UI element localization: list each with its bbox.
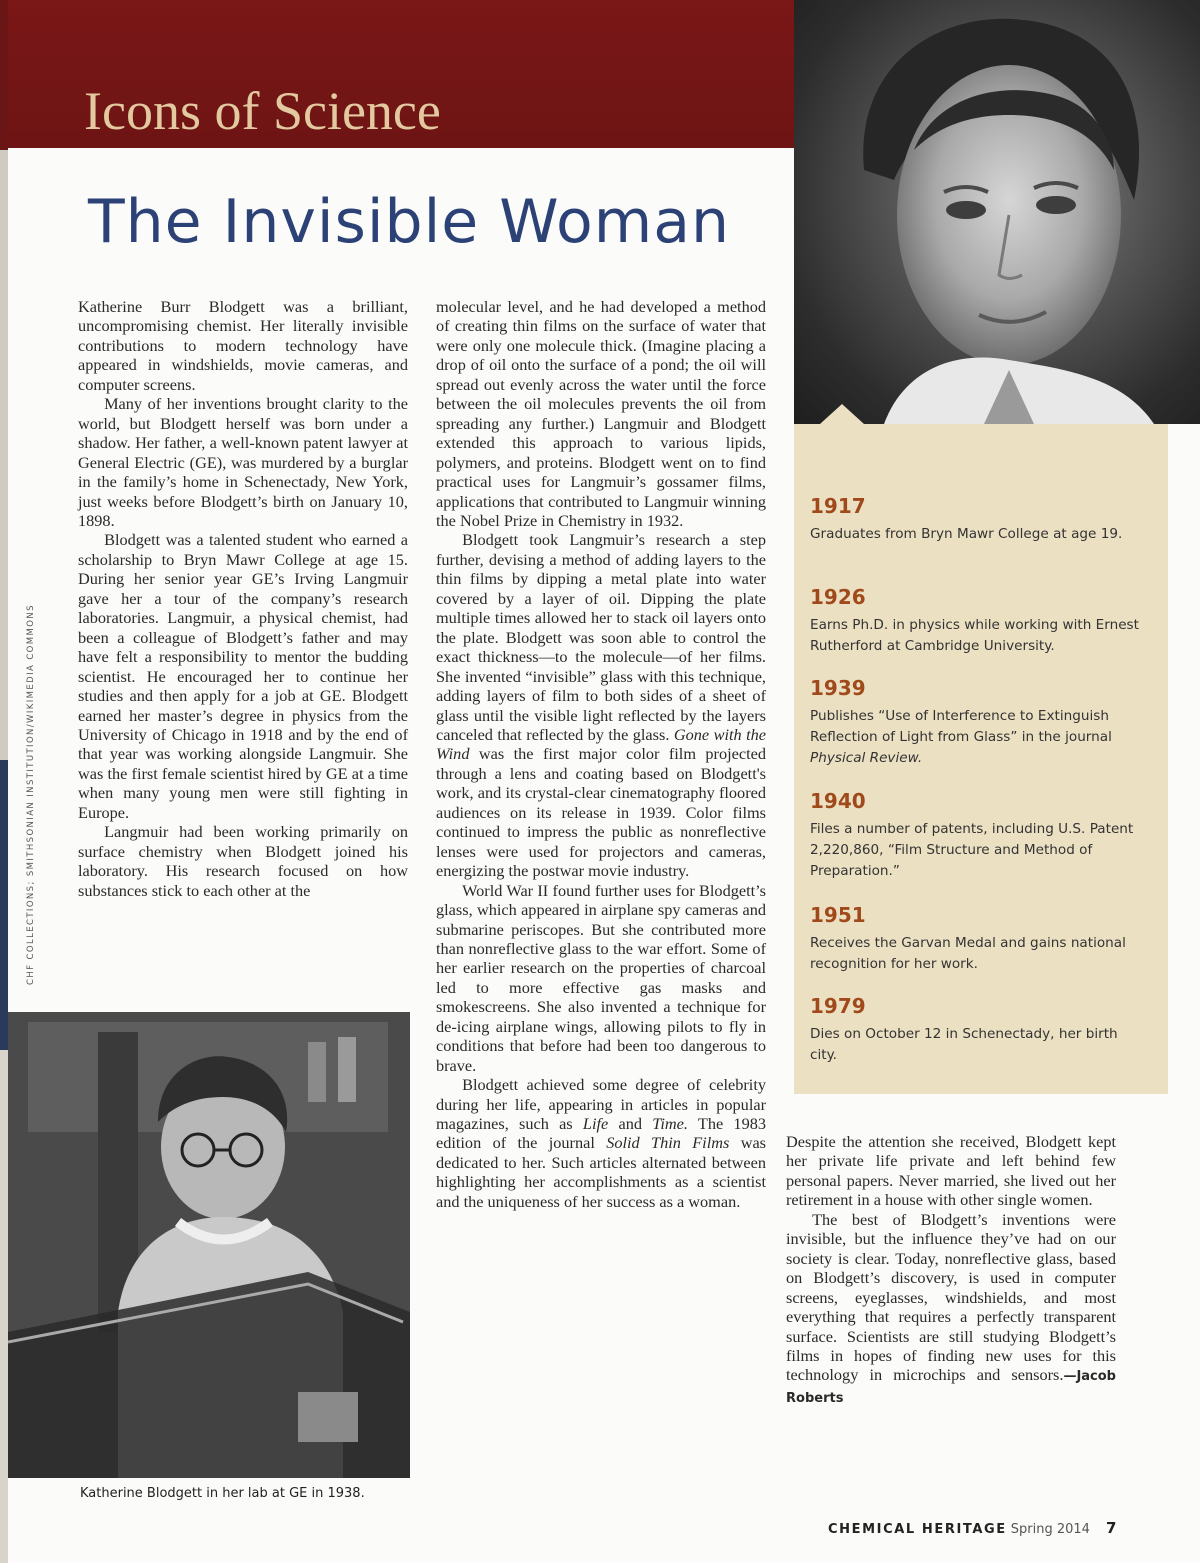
lab-photo xyxy=(8,1012,410,1478)
page-number: 7 xyxy=(1105,1519,1117,1537)
body-text: The 1983 edition of the journal xyxy=(436,1114,766,1153)
timeline-year: 1940 xyxy=(810,789,866,813)
body-paragraph xyxy=(436,1075,766,1211)
page-footer xyxy=(828,1519,1116,1537)
body-text: The best of Blodgett’s inventions were invisible, but the influence they’ve had on our society is clear. Today, nonreflective glass, based on Blodgett’s discovery, is used in computer screens, eyeglasses, windshields, and most everything that requires a perfectly transparent surface. Scientists are still studying Blodgett’s films in hopes of finding new uses for this technology in microchips and sensors. xyxy=(786,1209,1116,1385)
article-column-2 xyxy=(436,297,766,1211)
body-paragraph: World War II found further uses for Blodgett’s glass, which appeared in airplane spy cameras and submarine periscopes. But she contributed more than nonreflective glass to the war effort. Some of her earlier research on the properties of charcoal led to more effective gas masks and smokescreens. She also invented a technique for de-icing airplane wings, allowing pilots to fly in conditions that before had been too dangerous to brave. xyxy=(436,880,766,1075)
photo-caption: Katherine Blodgett in her lab at GE in 1938. xyxy=(80,1486,365,1501)
journal-name: Physical Review. xyxy=(810,750,923,766)
body-text: and xyxy=(618,1114,642,1134)
body-paragraph: Many of her inventions brought clarity to the world, but Blodgett herself was born under a shadow. Her father, a well-known patent lawyer at General Electric (GE), was murdered by a burglar in the family’s home in Schenectady, New York, just weeks before Blodgett’s birth on January 10, 1898. xyxy=(78,394,408,530)
article-column-3 xyxy=(786,1132,1116,1408)
section-title: Icons of Science xyxy=(84,81,441,141)
timeline-entry xyxy=(810,789,1140,882)
timeline-text xyxy=(810,706,1140,769)
timeline-entry xyxy=(810,903,1140,975)
body-paragraph: Despite the attention she received, Blodgett kept her private life private and left behind few personal papers. Never married, she lived out her retirement in a house with other single women. xyxy=(786,1132,1116,1210)
journal-name: Solid Thin Films xyxy=(606,1133,730,1153)
body-paragraph xyxy=(436,530,766,880)
timeline-text: Receives the Garvan Medal and gains national recognition for her work. xyxy=(810,935,1126,972)
body-paragraph: Langmuir had been working primarily on surface chemistry when Blodgett joined his laboratory. His research focused on how substances stick to each other at the xyxy=(78,822,408,900)
photo-credit-text: CHF COLLECTIONS; SMITHSONIAN INSTITUTION/WIKIMEDIA COMMONS xyxy=(26,604,36,985)
film-title: Gone with the Wind xyxy=(436,724,766,764)
timeline-year: 1979 xyxy=(810,994,866,1018)
timeline-year: 1939 xyxy=(810,676,866,700)
timeline-entry xyxy=(810,676,1140,769)
timeline-year: 1917 xyxy=(810,494,866,518)
article-column-1 xyxy=(78,297,408,900)
body-paragraph: molecular level, and he had developed a method of creating thin films on the surface of water that were only one molecule thick. (Imagine placing a drop of oil onto the surface of a pond; the oil will spread out evenly across the water until the force between the oil molecules prevents the oil from spreading any further.) Langmuir and Blodgett extended this approach to various lipids, polymers, and proteins. Blodgett went on to find practical uses for Langmuir’s gossamer films, applications that contributed to Langmuir winning the Nobel Prize in Chemistry in 1932. xyxy=(436,297,766,530)
page-spine-edge xyxy=(0,0,8,1563)
timeline-year: 1926 xyxy=(810,585,866,609)
article-headline: The Invisible Woman xyxy=(88,187,730,257)
lab-photo-illustration xyxy=(8,1012,410,1478)
body-paragraph: Blodgett was a talented student who earned a scholarship to Bryn Mawr College at age 15. During her senior year GE’s Irving Langmuir gave her a tour of the company’s research laboratories. Langmuir, a physical chemist, had been a colleague of Blodgett’s father and may have felt a responsibility to mentor the budding scientist. He encouraged her to continue her studies and then apply for a job at GE. Blodgett earned her master’s degree in physics from the University of Chicago in 1918 and by the end of that year was working alongside Langmuir. She was the first female scientist hired by GE at a time when many young men were still fighting in Europe. xyxy=(78,530,408,822)
section-banner xyxy=(8,0,794,148)
timeline-text: Earns Ph.D. in physics while working with Ernest Rutherford at Cambridge University. xyxy=(810,617,1139,654)
portrait-photo xyxy=(794,0,1200,424)
timeline-entry xyxy=(810,585,1140,657)
timeline-text: Dies on October 12 in Schenectady, her birth city. xyxy=(810,1026,1118,1063)
body-text: Blodgett took Langmuir’s research a step further, devising a method of adding layers to the thin films by dipping a metal plate into water covered by a layer of oil. Dipping the plate multiple times allowed her to stack oil layers onto the plate. Blodgett was soon able to control the exact thickness—to the molecule—of her films. She invented “invisible” glass with this technique, adding layers of film to both sides of a sheet of glass until the visible light reflected by the layers canceled that reflected by the glass. xyxy=(436,530,766,744)
body-text: Blodgett achieved some degree of celebrity during her life, appearing in articles in popular magazines, such as xyxy=(436,1075,766,1134)
timeline-entry xyxy=(810,494,1140,545)
portrait-illustration xyxy=(794,0,1200,424)
body-paragraph xyxy=(786,1210,1116,1409)
timeline-entry xyxy=(810,994,1140,1066)
magazine-name: Time. xyxy=(652,1114,688,1134)
issue-date: Spring 2014 xyxy=(1010,1522,1090,1537)
body-text: was dedicated to her. Such articles alternated between highlighting her accomplishments as a scientist and the uniqueness of her success as a woman. xyxy=(436,1133,767,1211)
timeline-year: 1951 xyxy=(810,903,866,927)
magazine-title: CHEMICAL HERITAGE xyxy=(828,1522,1007,1537)
body-text: was the first major color film projected through a lens and coating based on Blodgett's work, and its crystal-clear cinematography floored audiences on its release in 1939. Color films continued to impress the public as nonreflective lenses were used for projectors and cameras, energizing the postwar movie industry. xyxy=(436,744,766,881)
magazine-name: Life xyxy=(582,1114,609,1134)
timeline-text: Files a number of patents, including U.S. Patent 2,220,860, “Film Structure and Method of Preparation.” xyxy=(810,821,1134,879)
author-byline: —Jacob Roberts xyxy=(786,1369,1116,1406)
body-paragraph: Katherine Burr Blodgett was a brilliant, uncompromising chemist. Her literally invisible contributions to modern technology have appeared in windshields, movie cameras, and computer screens. xyxy=(78,297,408,394)
timeline-pointer xyxy=(820,404,864,424)
timeline-text: Graduates from Bryn Mawr College at age 19. xyxy=(810,526,1123,542)
timeline-text-part: Publishes “Use of Interference to Extinguish Reflection of Light from Glass” in the journal xyxy=(810,708,1112,745)
photo-credit xyxy=(26,604,44,985)
